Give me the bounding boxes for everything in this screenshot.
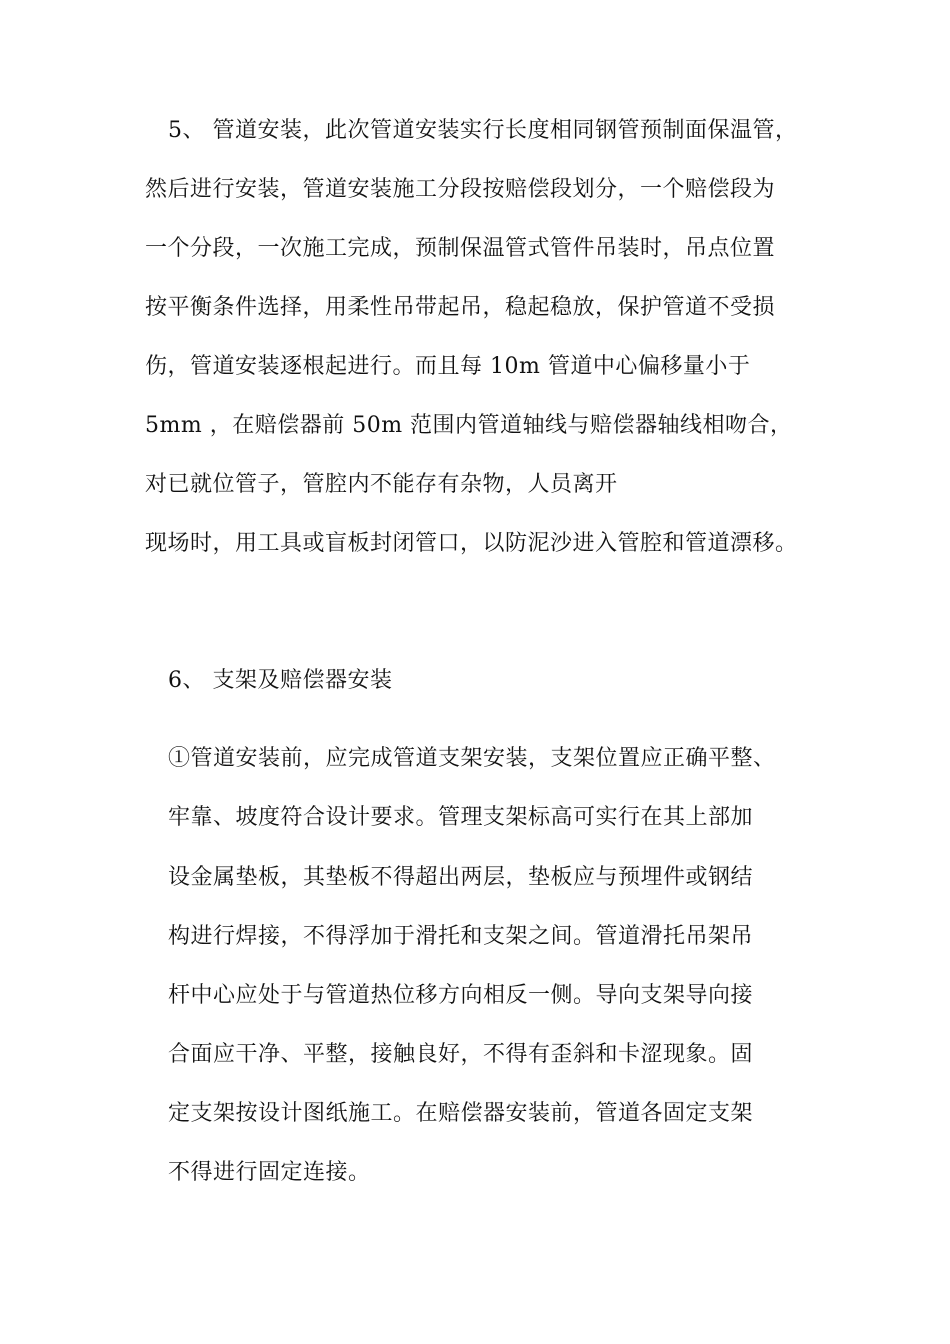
paragraph-line: 合面应干净、平整，接触良好，不得有歪斜和卡涩现象。固: [168, 1042, 754, 1067]
paragraph-line: 伤，管道安装逐根起进行。而且每 10m 管道中心偏移量小于: [145, 354, 751, 379]
paragraph-line: 设金属垫板，其垫板不得超出两层，垫板应与预埋件或钢结: [168, 865, 754, 890]
paragraph-line: 不得进行固定连接。: [168, 1160, 371, 1185]
paragraph-line: 定支架按设计图纸施工。在赔偿器安装前，管道各固定支架: [168, 1101, 754, 1126]
paragraph-line: 对已就位管子，管腔内不能存有杂物，人员离开: [145, 472, 618, 497]
paragraph-line: 牢靠、坡度符合设计要求。管理支架标高可实行在其上部加: [168, 805, 754, 830]
paragraph-line: ①管道安装前，应完成管道支架安装，支架位置应正确平整、: [168, 746, 776, 771]
paragraph-line: 5mm ，在赔偿器前 50m 范围内管道轴线与赔偿器轴线相吻合，: [145, 413, 793, 438]
section-6-heading: 6、 支架及赔偿器安装: [168, 668, 393, 693]
paragraph-line: 然后进行安装，管道安装施工分段按赔偿段划分，一个赔偿段为: [145, 177, 776, 202]
paragraph-line: 5、 管道安装，此次管道安装实行长度相同钢管预制面保温管，: [168, 118, 798, 143]
paragraph-line: 现场时，用工具或盲板封闭管口，以防泥沙进入管腔和管道漂移。: [145, 531, 798, 556]
paragraph-line: 按平衡条件选择，用柔性吊带起吊，稳起稳放，保护管道不受损: [145, 295, 776, 320]
paragraph-line: 杆中心应处于与管道热位移方向相反一侧。导向支架导向接: [168, 983, 754, 1008]
paragraph-line: 构进行焊接，不得浮加于滑托和支架之间。管道滑托吊架吊: [168, 924, 754, 949]
paragraph-line: 一个分段，一次施工完成，预制保温管式管件吊装时，吊点位置: [145, 236, 776, 261]
